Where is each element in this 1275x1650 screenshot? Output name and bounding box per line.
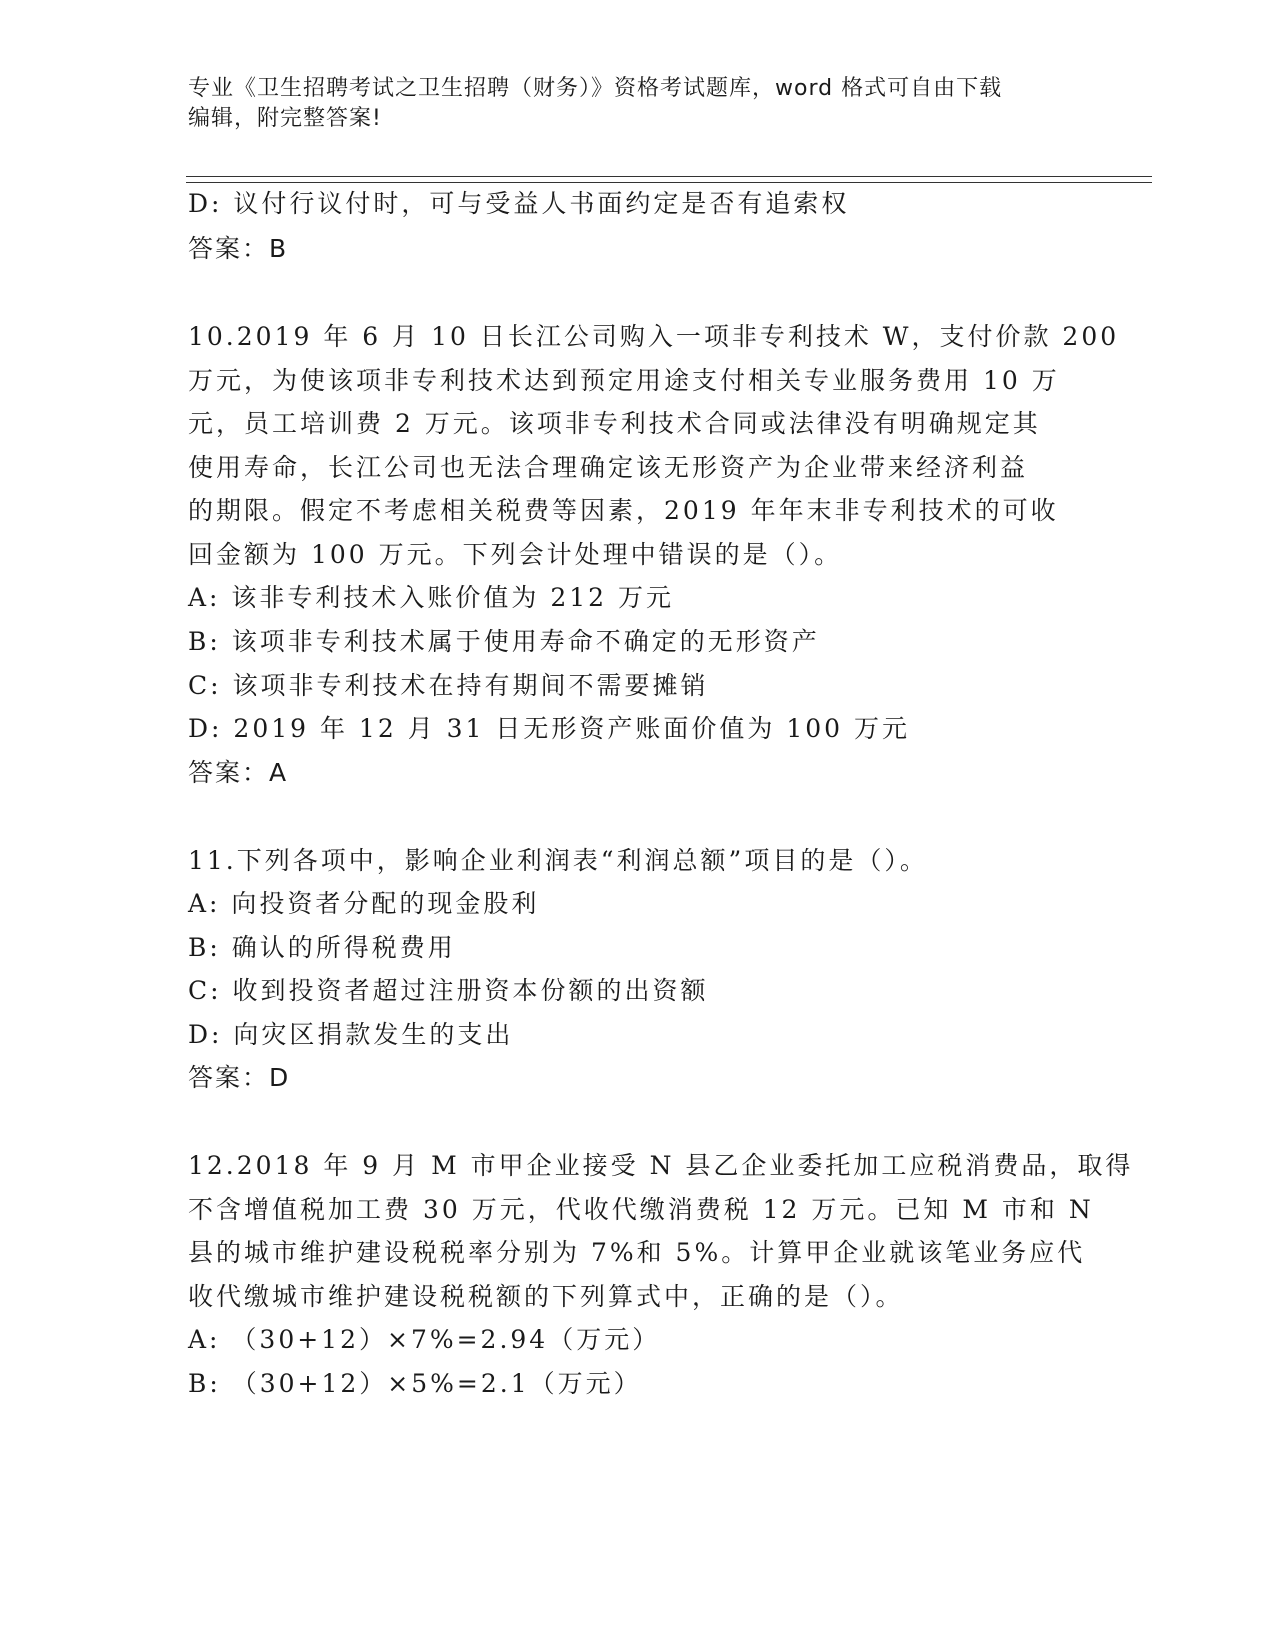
q9-option-d: D: 议付行议付时，可与受益人书面约定是否有追索权 <box>188 189 850 218</box>
q11-option-b: B: 确认的所得税费用 <box>188 933 456 962</box>
q12-stem-line-1: 12.2018 年 9 月 M 市甲企业接受 N 县乙企业委托加工应税消费品，取得 <box>188 1151 1134 1180</box>
q10-stem-line-6: 回金额为 100 万元。下列会计处理中错误的是（）。 <box>188 540 843 569</box>
q10-option-a: A: 该非专利技术入账价值为 212 万元 <box>188 583 675 612</box>
q11-option-a: A: 向投资者分配的现金股利 <box>188 889 540 918</box>
q11-answer: 答案：D <box>188 1063 291 1092</box>
q10-stem-line-2: 万元，为使该项非专利技术达到预定用途支付相关专业服务费用 10 万 <box>188 366 1060 395</box>
q10-stem-line-4: 使用寿命，长江公司也无法合理确定该无形资产为企业带来经济利益 <box>188 453 1029 482</box>
header-line-1: 专业《卫生招聘考试之卫生招聘（财务）》资格考试题库，word 格式可自由下载 <box>188 76 1003 101</box>
q12-option-a: A: （30+12）×7%=2.94（万元） <box>188 1325 661 1354</box>
q10-option-d: D: 2019 年 12 月 31 日无形资产账面价值为 100 万元 <box>188 714 911 743</box>
q10-stem-line-5: 的期限。假定不考虑相关税费等因素，2019 年年末非专利技术的可收 <box>188 496 1059 525</box>
q10-option-c: C: 该项非专利技术在持有期间不需要摊销 <box>188 671 709 700</box>
q11-option-d: D: 向灾区捐款发生的支出 <box>188 1020 514 1049</box>
q9-answer: 答案：B <box>188 234 289 263</box>
q10-option-b: B: 该项非专利技术属于使用寿命不确定的无形资产 <box>188 627 820 656</box>
q12-stem-line-2: 不含增值税加工费 30 万元，代收代缴消费税 12 万元。已知 M 市和 N <box>188 1195 1094 1224</box>
page-header <box>188 74 1088 134</box>
header-divider <box>186 176 1152 183</box>
q11-stem-line-1: 11.下列各项中，影响企业利润表“利润总额”项目的是（）。 <box>188 846 928 875</box>
q12-option-b: B: （30+12）×5%=2.1（万元） <box>188 1369 642 1398</box>
header-line-2: 编辑，附完整答案! <box>188 106 382 131</box>
q12-stem-line-4: 收代缴城市维护建设税税额的下列算式中，正确的是（）。 <box>188 1282 904 1311</box>
q10-stem-line-1: 10.2019 年 6 月 10 日长江公司购入一项非专利技术 W，支付价款 200 <box>188 322 1120 351</box>
q10-answer: 答案：A <box>188 758 289 787</box>
q11-option-c: C: 收到投资者超过注册资本份额的出资额 <box>188 976 709 1005</box>
q10-stem-line-3: 元，员工培训费 2 万元。该项非专利技术合同或法律没有明确规定其 <box>188 409 1041 438</box>
q12-stem-line-3: 县的城市维护建设税税率分别为 7%和 5%。计算甲企业就该笔业务应代 <box>188 1238 1086 1267</box>
